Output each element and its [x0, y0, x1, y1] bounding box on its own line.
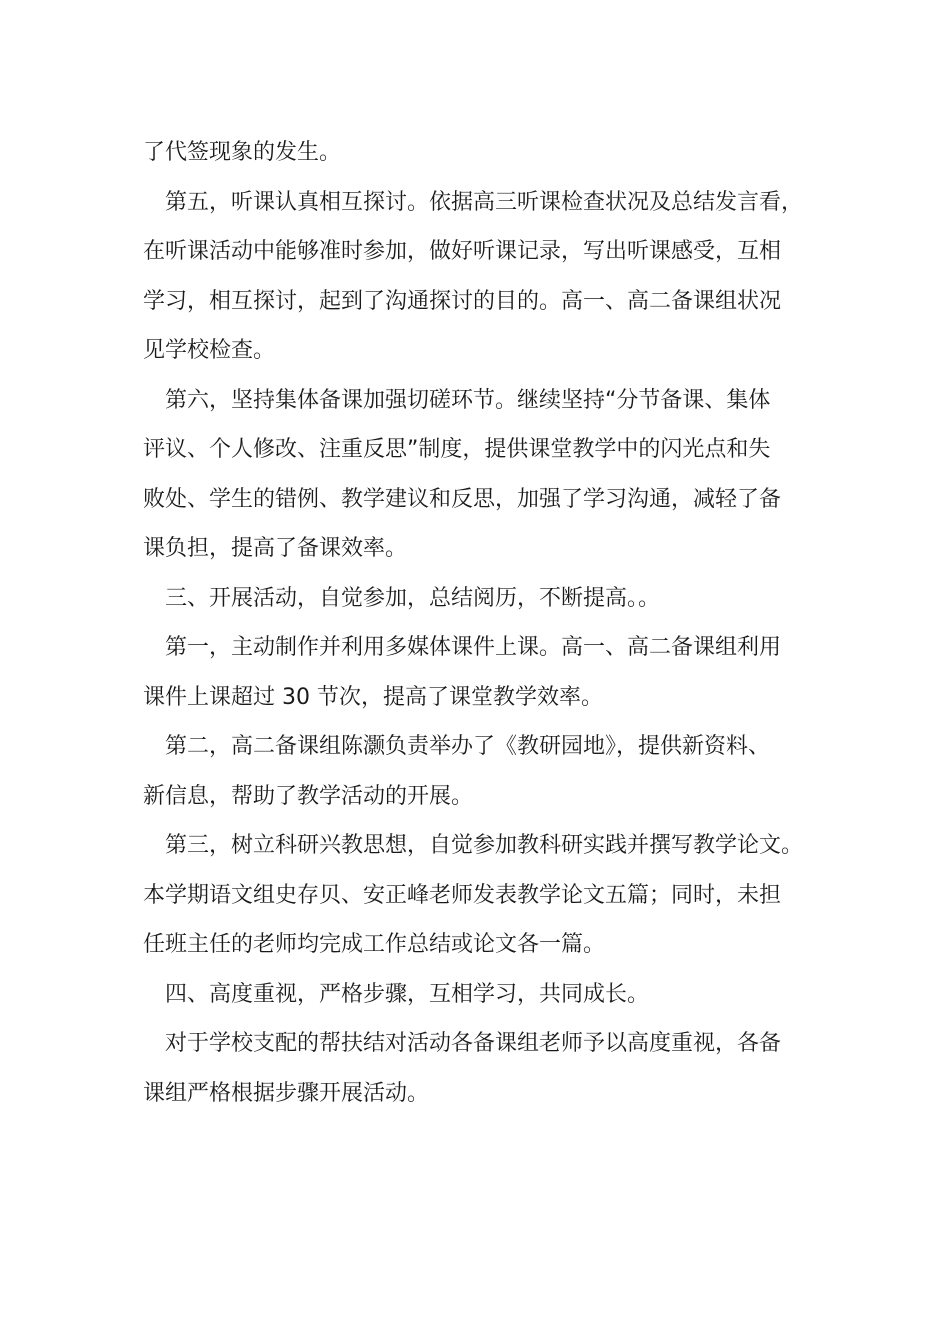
text-line: 第五，听课认真相互探讨。依据高三听课检查状况及总结发言看， — [165, 189, 804, 215]
text-line: 任班主任的老师均完成工作总结或论文各一篇。 — [143, 932, 606, 957]
text-line: 第二，高二备课组陈灏负责举办了《教研园地》，提供新资料、 — [165, 734, 771, 759]
text-line: 第六，坚持集体备课加强切磋环节。继续坚持“分节备课、集体 — [165, 387, 771, 413]
text-line: 第三，树立科研兴教思想，自觉参加教科研实践并撰写教学论文。 — [165, 833, 804, 858]
text-line: 见学校检查。 — [143, 338, 276, 363]
text-line: 对于学校支配的帮扶结对活动各备课组老师予以高度重视，各备 — [165, 1031, 782, 1056]
section-heading: 三、开展活动，自觉参加，总结阅历，不断提高。。 — [165, 585, 661, 611]
text-line: 了代签现象的发生。 — [143, 140, 342, 165]
text-line: 评议、个人修改、注重反思”制度，提供课堂教学中的闪光点和失 — [143, 437, 771, 462]
text-line: 本学期语文组史存贝、安正峰老师发表教学论文五篇；同时，未担 — [143, 882, 782, 908]
text-line: 败处、学生的错例、教学建议和反思，加强了学习沟通，减轻了备 — [143, 486, 782, 512]
text-line: 在听课活动中能够准时参加，做好听课记录，写出听课感受，互相 — [143, 239, 782, 264]
text-line: 新信息，帮助了教学活动的开展。 — [143, 783, 474, 809]
text-line: 课负担，提高了备课效率。 — [143, 536, 408, 561]
text-line: 学习，相互探讨，起到了沟通探讨的目的。高一、高二备课组状况 — [143, 288, 782, 314]
text-line: 课组严格根据步骤开展活动。 — [143, 1080, 430, 1106]
text-line: 第一，主动制作并利用多媒体课件上课。高一、高二备课组利用 — [165, 635, 782, 660]
section-heading: 四、高度重视，严格步骤，互相学习，共同成长。 — [165, 981, 650, 1007]
text-line: 课件上课超过 30 节次，提高了课堂教学效率。 — [143, 684, 603, 710]
document-body — [143, 128, 823, 1118]
